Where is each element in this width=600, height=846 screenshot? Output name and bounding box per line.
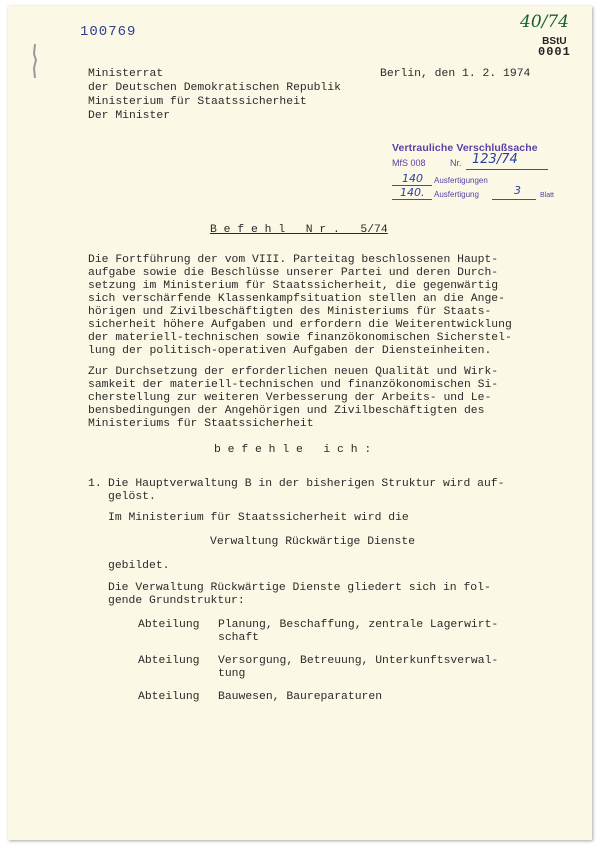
stamp-mfs-label: MfS 008 <box>392 158 426 168</box>
text-line: gelöst. <box>108 491 156 503</box>
text-line: hörigen und Zivilbeschäftigten des Ministeriums für Staats- <box>88 306 492 318</box>
sender-line: der Deutschen Demokratischen Republik <box>88 82 341 94</box>
stamp-nr-label: Nr. <box>450 158 462 168</box>
stamp-copy-value: 140. <box>400 186 425 199</box>
department-text: schaft <box>218 632 260 644</box>
text-line: bensbedingungen der Angehörigen und Zivilbeschäftigten des <box>88 405 485 417</box>
text-line: gebildet. <box>108 560 170 572</box>
command-phrase: b e f e h l e i c h : <box>214 444 372 456</box>
classification-stamp <box>392 142 555 204</box>
sender-line: Ministerium für Staatssicherheit <box>88 96 307 108</box>
text-line: Die Verwaltung Rückwärtige Dienste gliedert sich in fol- <box>108 582 491 594</box>
stamp-copies-value: 140 <box>402 172 423 185</box>
stamp-title: Vertrauliche Verschlußsache <box>392 142 538 154</box>
text-line: lung der politisch-operativen Aufgaben der Diensteinheiten. <box>88 345 492 357</box>
order-title: B e f e h l N r . 5/74 <box>210 224 388 236</box>
text-line: Im Ministerium für Staatssicherheit wird die <box>108 512 409 524</box>
text-line: cherstellung zur weiteren Verbesserung der Arbeits- und Le- <box>88 392 492 404</box>
text-line: Zur Durchsetzung der erforderlichen neuen Qualität und Wirk- <box>88 366 499 378</box>
sender-line: Der Minister <box>88 110 171 122</box>
new-unit-name: Verwaltung Rückwärtige Dienste <box>210 536 416 548</box>
department-text: Versorgung, Betreuung, Unterkunftsverwal- <box>218 655 499 667</box>
stamp-sheets-label: Blatt <box>540 192 555 199</box>
item-number: 1. <box>88 478 102 490</box>
text-line: Ministeriums für Staatssicherheit <box>88 418 314 430</box>
place-date: Berlin, den 1. 2. 1974 <box>380 68 531 80</box>
stamp-copy-label: Ausfertigung <box>434 190 479 199</box>
bstu-stamp <box>538 36 571 58</box>
bstu-page-number: 0001 <box>538 45 571 59</box>
stamp-sheets-value: 3 <box>514 184 521 197</box>
department-label: Abteilung <box>138 655 200 667</box>
text-line: aufgabe sowie die Beschlüsse unserer Partei und deren Durch- <box>88 267 499 279</box>
department-text: tung <box>218 668 246 680</box>
bstu-label: BStU <box>542 36 567 47</box>
text-line: gende Grundstruktur: <box>108 595 245 607</box>
text-line: sich verschärfende Klassenkampfsituation stellen an die Ange- <box>88 293 505 305</box>
handwritten-reference: 40/74 <box>520 12 569 32</box>
department-text: Bauwesen, Baureparaturen <box>218 691 383 703</box>
archive-document-number: 100769 <box>80 24 137 40</box>
department-label: Abteilung <box>138 619 200 631</box>
department-text: Planung, Beschaffung, zentrale Lagerwirt- <box>218 619 499 631</box>
text-line: der materiell-technischen sowie finanzökonomischen Sicherstel- <box>88 332 512 344</box>
text-line: Die Hauptverwaltung B in der bisherigen Struktur wird auf- <box>108 478 505 490</box>
punch-mark-icon <box>32 42 38 80</box>
text-line: setzung im Ministerium für Staatssicherheit, die gegenwärtig <box>88 280 499 292</box>
stamp-copies-label: Ausfertigungen <box>434 176 488 185</box>
department-label: Abteilung <box>138 691 200 703</box>
text-line: Die Fortführung der vom VIII. Parteitag beschlossenen Haupt- <box>88 254 499 266</box>
document-page <box>8 6 592 840</box>
sender-line: Ministerrat <box>88 68 164 80</box>
stamp-nr-value: 123/74 <box>472 152 518 167</box>
text-line: sicherheit höhere Aufgaben und erfordern die Weiterentwicklung <box>88 319 512 331</box>
text-line: samkeit der materiell-technischen und finanzökonomischen Si- <box>88 379 499 391</box>
